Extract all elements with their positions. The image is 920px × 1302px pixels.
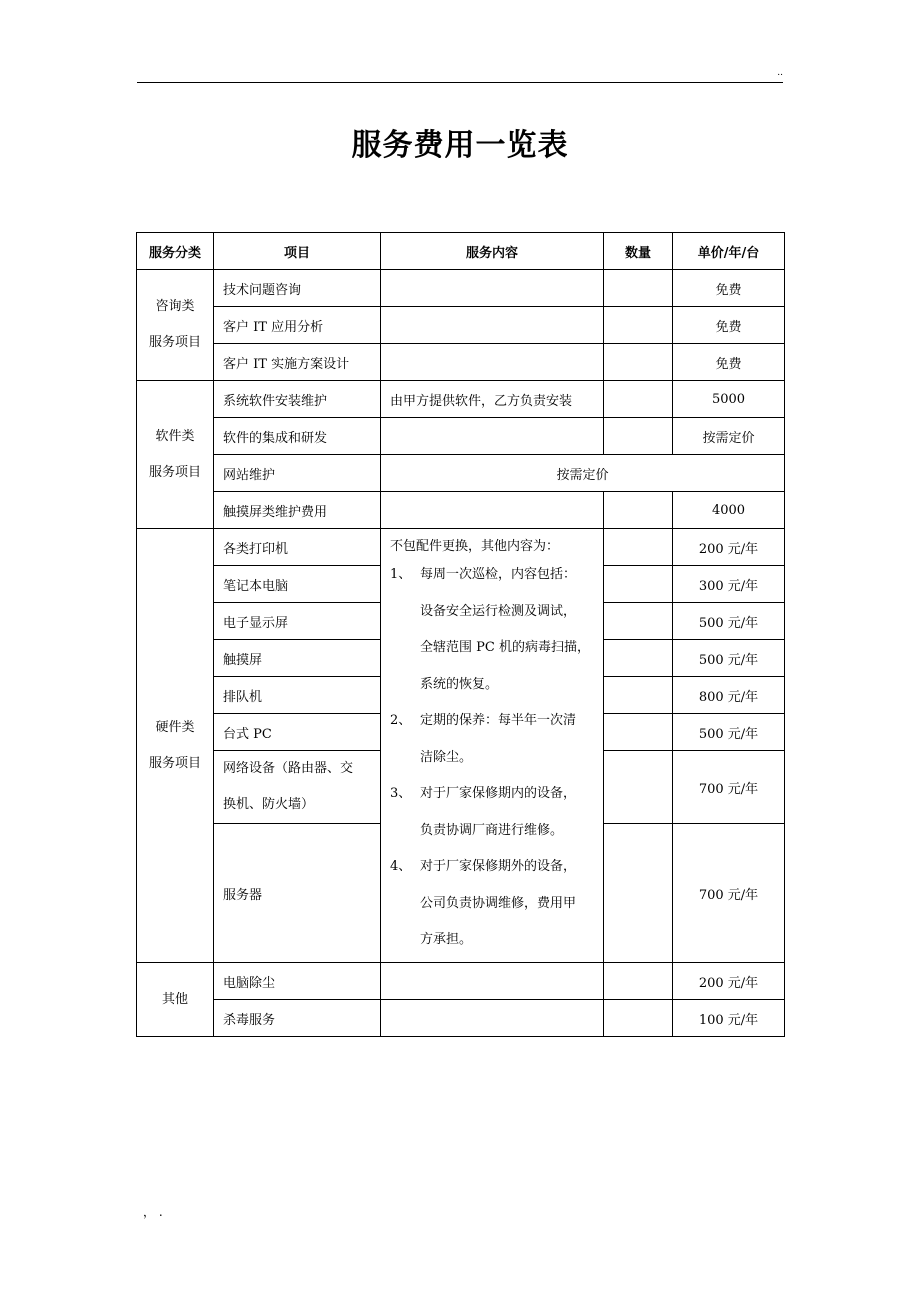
- item-cell: [214, 751, 381, 824]
- point-line: 负责协调厂商进行维修。: [420, 822, 564, 838]
- item-cell: 电脑除尘: [214, 963, 381, 1000]
- point-line: 设备安全运行检测及调试，: [420, 603, 577, 619]
- quantity-cell: [604, 751, 673, 824]
- content-cell: 由甲方提供软件，乙方负责安装: [381, 381, 604, 418]
- table-row: [137, 418, 785, 455]
- item-cell: 笔记本电脑: [214, 566, 381, 603]
- content-cell: [381, 307, 604, 344]
- table-row: [137, 492, 785, 529]
- price-cell: 按需定价: [673, 418, 785, 455]
- item-cell: 客户 IT 应用分析: [214, 307, 381, 344]
- point-line: 对于厂家保修期内的设备，: [420, 786, 577, 801]
- merged-price-cell: 按需定价: [381, 455, 785, 492]
- item-cell: 电子显示屏: [214, 603, 381, 640]
- content-point: [390, 776, 597, 849]
- table-row: [137, 381, 785, 418]
- point-number: 4、: [390, 859, 412, 874]
- quantity-cell: [604, 963, 673, 1000]
- content-point: [390, 703, 597, 776]
- price-cell: 免费: [673, 307, 785, 344]
- price-cell: 500 元/年: [673, 603, 785, 640]
- item-cell: 客户 IT 实施方案设计: [214, 344, 381, 381]
- content-cell: [381, 270, 604, 307]
- category-label: 硬件类: [155, 719, 195, 735]
- point-text: [420, 776, 597, 849]
- content-cell: [381, 418, 604, 455]
- item-cell: 系统软件安装维护: [214, 381, 381, 418]
- quantity-cell: [604, 677, 673, 714]
- header-unit-price: 单价/年/台: [673, 233, 785, 270]
- quantity-cell: [604, 714, 673, 751]
- content-cell: [381, 344, 604, 381]
- content-cell: [381, 492, 604, 529]
- quantity-cell: [604, 418, 673, 455]
- quantity-cell: [604, 492, 673, 529]
- price-cell: 200 元/年: [673, 963, 785, 1000]
- point-text: [420, 849, 597, 959]
- point-line: 全辖范围 PC 机的病毒扫描，: [420, 640, 590, 655]
- table-row: [137, 1000, 785, 1037]
- footer-mark: ， .: [143, 1205, 163, 1219]
- point-line: 系统的恢复。: [420, 676, 499, 692]
- table-row: [137, 529, 785, 566]
- item-cell: 触摸屏: [214, 640, 381, 677]
- price-cell: 300 元/年: [673, 566, 785, 603]
- header-category: 服务分类: [137, 233, 214, 270]
- quantity-cell: [604, 1000, 673, 1037]
- item-cell: 软件的集成和研发: [214, 418, 381, 455]
- category-hardware: [137, 529, 214, 963]
- item-cell: 触摸屏类维护费用: [214, 492, 381, 529]
- item-line: 网络设备（路由器、交: [223, 761, 354, 776]
- quantity-cell: [604, 307, 673, 344]
- item-cell: 杀毒服务: [214, 1000, 381, 1037]
- quantity-cell: [604, 603, 673, 640]
- table-row: [137, 270, 785, 307]
- category-label: 软件类: [155, 428, 195, 444]
- content-point: [390, 557, 597, 703]
- content-point: [390, 849, 597, 959]
- price-cell: 800 元/年: [673, 677, 785, 714]
- point-number: 1、: [390, 567, 412, 582]
- quantity-cell: [604, 270, 673, 307]
- quantity-cell: [604, 529, 673, 566]
- category-label: 服务项目: [148, 335, 201, 350]
- content-cell: [381, 1000, 604, 1037]
- item-cell: 各类打印机: [214, 529, 381, 566]
- price-cell: 免费: [673, 344, 785, 381]
- point-line: 定期的保养：每半年一次清: [420, 713, 577, 728]
- price-cell: 4000: [673, 492, 785, 529]
- hardware-content-cell: [381, 529, 604, 963]
- point-text: [420, 703, 597, 776]
- point-text: [420, 557, 597, 703]
- page-title: 服务费用一览表: [351, 128, 569, 163]
- price-cell: 700 元/年: [673, 751, 785, 824]
- point-line: 对于厂家保修期外的设备，: [420, 859, 577, 874]
- quantity-cell: [604, 344, 673, 381]
- point-line: 公司负责协调维修，费用甲: [420, 895, 577, 911]
- item-cell: 技术问题咨询: [214, 270, 381, 307]
- table-header-row: [137, 233, 785, 270]
- table-row: [137, 344, 785, 381]
- category-label: 咨询类: [155, 299, 195, 314]
- category-label: 服务项目: [148, 464, 201, 480]
- item-cell: 台式 PC: [214, 714, 381, 751]
- item-cell: 网站维护: [214, 455, 381, 492]
- quantity-cell: [604, 640, 673, 677]
- header-quantity: 数量: [604, 233, 673, 270]
- category-other: 其他: [137, 963, 214, 1037]
- price-cell: 5000: [673, 381, 785, 418]
- price-cell: 100 元/年: [673, 1000, 785, 1037]
- price-cell: 200 元/年: [673, 529, 785, 566]
- header-content: 服务内容: [381, 233, 604, 270]
- item-cell: 服务器: [214, 824, 381, 963]
- price-cell: 500 元/年: [673, 714, 785, 751]
- quantity-cell: [604, 381, 673, 418]
- point-line: 每周一次巡检，内容包括：: [420, 567, 577, 582]
- price-cell: 700 元/年: [673, 824, 785, 963]
- point-line: 洁除尘。: [420, 749, 473, 765]
- category-consult: [137, 270, 214, 381]
- quantity-cell: [604, 566, 673, 603]
- price-cell: 500 元/年: [673, 640, 785, 677]
- table-row: [137, 455, 785, 492]
- category-software: [137, 381, 214, 529]
- quantity-cell: [604, 824, 673, 963]
- service-fee-table: [136, 232, 785, 1037]
- price-cell: 免费: [673, 270, 785, 307]
- table-row: [137, 307, 785, 344]
- header-item: 项目: [214, 233, 381, 270]
- point-number: 2、: [390, 713, 412, 728]
- item-cell: 排队机: [214, 677, 381, 714]
- content-intro: 不包配件更换，其他内容为：: [390, 539, 560, 554]
- header-mark: ..: [777, 68, 783, 78]
- point-number: 3、: [390, 786, 412, 801]
- item-line: 换机、防火墙）: [223, 797, 315, 812]
- category-label: 服务项目: [148, 755, 201, 771]
- header-rule: [137, 82, 783, 83]
- table-row: [137, 963, 785, 1000]
- point-line: 方承担。: [420, 932, 473, 947]
- content-cell: [381, 963, 604, 1000]
